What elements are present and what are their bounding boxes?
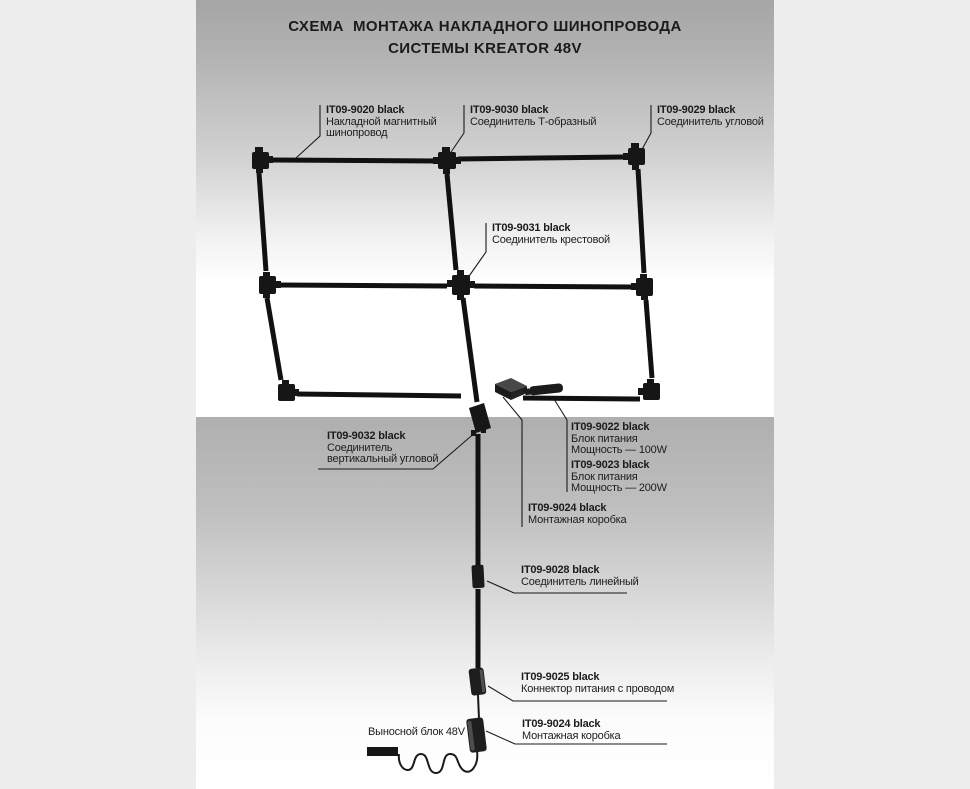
part-code: IT09-9025 black bbox=[521, 671, 600, 683]
power-feed-connector bbox=[468, 667, 486, 696]
mounting-box-bottom bbox=[466, 717, 487, 753]
part-desc: Соединитель bbox=[327, 441, 393, 454]
part-code: IT09-9032 black bbox=[327, 430, 406, 442]
label-it09-9024-mid bbox=[528, 503, 626, 526]
leader-9024-mid bbox=[503, 397, 522, 527]
part-desc: Соединитель угловой bbox=[657, 115, 764, 128]
leader-9031 bbox=[467, 223, 486, 279]
part-code: IT09-9031 black bbox=[492, 222, 571, 234]
corner-connector-top-left bbox=[252, 147, 273, 173]
page-title-line2: СИСТЕМЫ KREATOR 48V bbox=[388, 40, 582, 57]
label-it09-9030 bbox=[470, 105, 596, 128]
part-desc: Накладной магнитный bbox=[326, 115, 437, 128]
t-connector-middle-right bbox=[631, 274, 653, 300]
leader-9022-9023 bbox=[554, 399, 567, 492]
part-desc: шинопровод bbox=[326, 127, 388, 139]
vertical-corner-connector bbox=[469, 403, 491, 436]
label-it09-9020 bbox=[326, 105, 437, 140]
t-connector-top bbox=[433, 147, 461, 174]
part-code: IT09-9029 black bbox=[657, 104, 736, 116]
remote-block-text: Выносной блок 48V bbox=[368, 726, 465, 738]
label-it09-9029 bbox=[657, 105, 764, 128]
corner-connector-bottom-right bbox=[638, 379, 660, 400]
part-desc: Блок питания bbox=[571, 470, 638, 483]
part-code: IT09-9030 black bbox=[470, 104, 549, 116]
part-desc: Соединитель крестовой bbox=[492, 233, 610, 246]
label-it09-9032 bbox=[327, 431, 438, 466]
t-connector-middle-left bbox=[259, 272, 281, 298]
label-it09-9024-bottom bbox=[522, 719, 620, 742]
part-code: IT09-9023 black bbox=[571, 459, 650, 471]
label-it09-9031 bbox=[492, 223, 610, 246]
part-code: IT09-9024 black bbox=[522, 718, 601, 730]
feed-wire-upper bbox=[478, 695, 479, 719]
part-desc: Монтажная коробка bbox=[522, 729, 621, 742]
label-remote-block bbox=[368, 727, 465, 739]
remote-unit-shape bbox=[367, 747, 398, 756]
power-supply-unit bbox=[525, 383, 564, 396]
part-code: IT09-9028 black bbox=[521, 564, 600, 576]
part-desc: вертикальный угловой bbox=[327, 453, 439, 465]
part-desc: Мощность — 100W bbox=[571, 444, 667, 456]
part-desc: Блок питания bbox=[571, 432, 638, 445]
part-code: IT09-9020 black bbox=[326, 104, 405, 116]
linear-connector bbox=[471, 565, 484, 589]
label-it09-9023 bbox=[571, 460, 667, 495]
part-code: IT09-9024 black bbox=[528, 502, 607, 514]
part-desc: Коннектор питания с проводом bbox=[521, 682, 675, 695]
label-it09-9028 bbox=[521, 565, 639, 588]
corner-connector-bottom-left bbox=[278, 380, 299, 401]
leader-9030 bbox=[449, 105, 464, 155]
leader-9029 bbox=[640, 105, 651, 153]
label-it09-9025 bbox=[521, 672, 674, 695]
part-desc: Соединитель линейный bbox=[521, 575, 639, 588]
mounting-box-3d bbox=[495, 378, 527, 400]
part-code: IT09-9022 black bbox=[571, 421, 650, 433]
part-desc: Монтажная коробка bbox=[528, 513, 627, 526]
part-desc: Соединитель Т-образный bbox=[470, 115, 597, 128]
label-it09-9022 bbox=[571, 422, 667, 457]
page-title-line1: СХЕМА МОНТАЖА НАКЛАДНОГО ШИНОПРОВОДА bbox=[288, 18, 682, 35]
part-desc: Мощность — 200W bbox=[571, 482, 667, 494]
corner-connector-top-right bbox=[623, 143, 645, 170]
remote-unit-cable bbox=[399, 751, 477, 773]
leader-9020 bbox=[296, 105, 320, 158]
